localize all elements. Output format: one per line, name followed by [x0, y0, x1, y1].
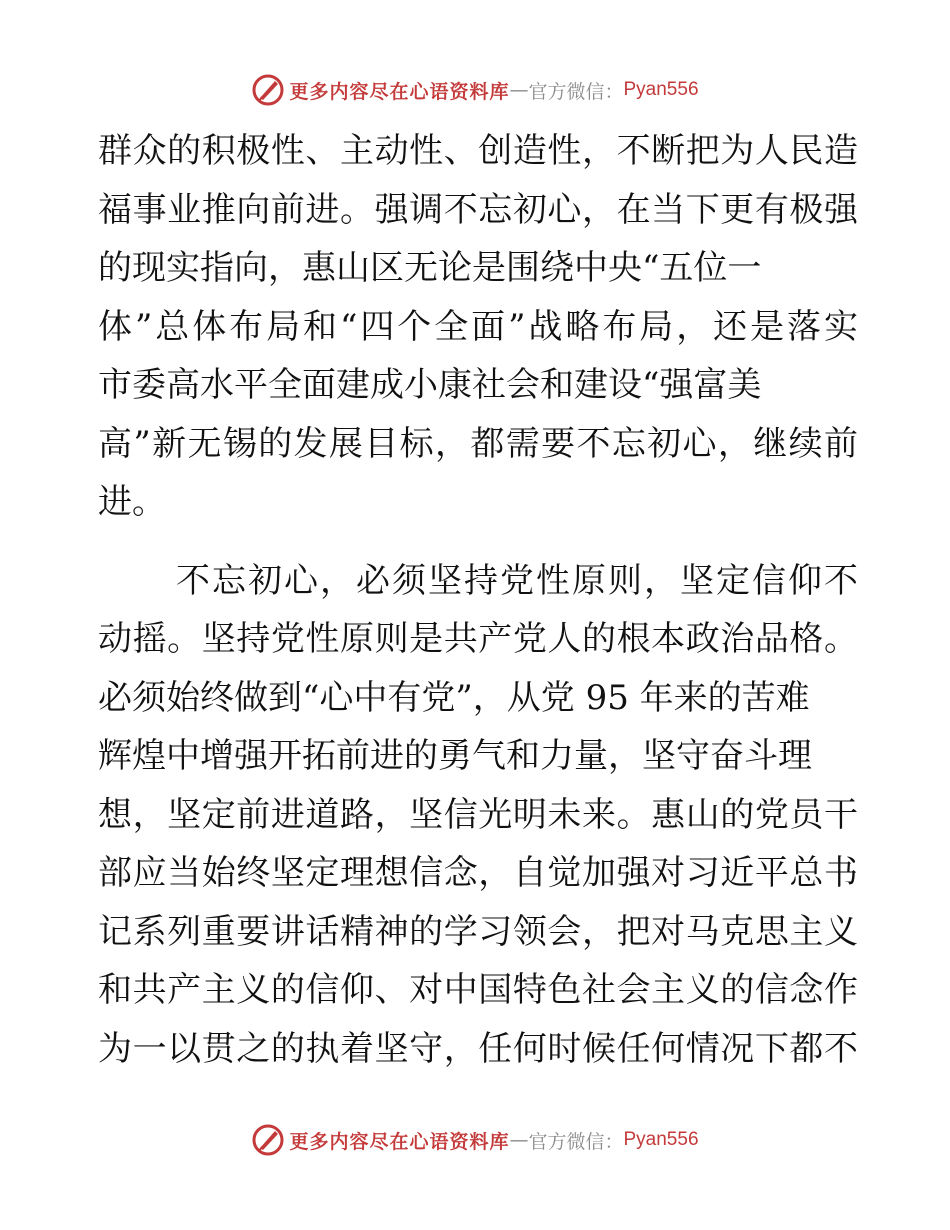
quill-logo-icon — [251, 73, 285, 107]
document-body — [98, 122, 858, 1078]
text-line: 想，坚定前进道路，坚信光明未来。惠山的党员干 — [98, 794, 858, 835]
text-line: 高”新无锡的发展目标，都需要不忘初心，继续前 — [98, 423, 858, 464]
banner-dash: — — [509, 79, 529, 101]
footer-banner — [0, 1120, 950, 1160]
text-line: 的现实指向，惠山区无论是围绕中央“五位一 — [98, 248, 762, 288]
banner-middle: 官方微信： — [528, 1130, 624, 1153]
banner-account: Pyan556 — [623, 79, 699, 100]
banner-prefix: 更多内容尽在心语资料库 — [289, 80, 510, 103]
text-line: 市委高水平全面建成小康社会和建设“强富美 — [98, 365, 762, 405]
banner-middle: 官方微信： — [528, 80, 624, 103]
banner-prefix: 更多内容尽在心语资料库 — [289, 1130, 510, 1153]
header-banner — [0, 70, 950, 110]
text-line: 体”总体布局和“四个全面”战略布局，还是落实 — [98, 306, 858, 347]
text-line: 福事业推向前进。强调不忘初心，在当下更有极强 — [98, 189, 858, 230]
text-line: 必须始终做到“心中有党”，从党 95 年来的苦难 — [98, 677, 810, 718]
text-line: 动摇。坚持党性原则是共产党人的根本政治品格。 — [98, 619, 858, 659]
text-line: 部应当始终坚定理想信念，自觉加强对习近平总书 — [98, 853, 858, 893]
text-line: 不忘初心，必须坚持党性原则，坚定信仰不 — [176, 560, 858, 601]
text-line: 为一以贯之的执着坚守，任何时候任何情况下都不 — [98, 1028, 858, 1069]
text-line: 进。 — [98, 482, 166, 522]
text-line: 辉煌中增强开拓前进的勇气和力量，坚守奋斗理 — [98, 736, 812, 776]
banner-dash: — — [509, 1129, 529, 1151]
text-line: 和共产主义的信仰、对中国特色社会主义的信念作 — [98, 970, 858, 1010]
text-line: 记系列重要讲话精神的学习领会，把对马克思主义 — [98, 911, 858, 952]
text-line: 群众的积极性、主动性、创造性，不断把为人民造 — [98, 131, 858, 171]
quill-logo-icon — [251, 1123, 285, 1157]
banner-account: Pyan556 — [623, 1129, 699, 1150]
